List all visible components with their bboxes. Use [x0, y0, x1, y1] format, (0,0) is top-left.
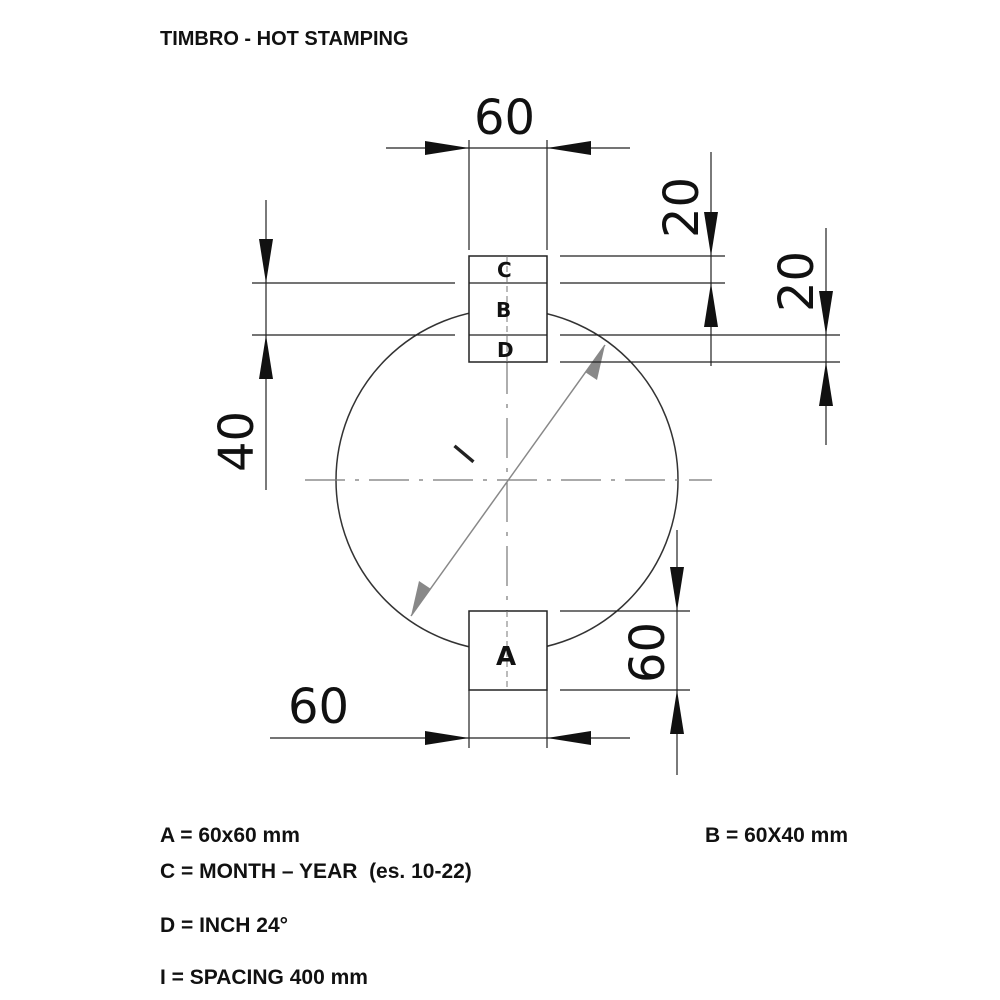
dim-label-top-height-c: 20 — [654, 176, 710, 238]
bottom-stamp-box — [469, 611, 547, 690]
top-stamp-box — [469, 256, 547, 362]
legend-b: B = 60X40 mm — [705, 824, 849, 847]
box-label-b: B — [496, 298, 512, 322]
dim-top-height-c — [560, 152, 725, 366]
dim-left-height — [209, 200, 455, 490]
dim-label-right-height-b: 20 — [769, 250, 825, 312]
legend-i: I = SPACING 400 mm — [160, 966, 368, 989]
box-label-a: A — [496, 642, 517, 672]
box-label-c: C — [497, 258, 512, 282]
dim-label-i: I — [446, 438, 484, 472]
legend-a: A = 60x60 mm — [160, 824, 300, 847]
dim-bottom-width — [270, 679, 630, 748]
dim-top-width — [386, 90, 630, 250]
legend-d: D = INCH 24° — [160, 914, 289, 937]
dim-label-bottom-height: 60 — [620, 621, 676, 683]
dim-label-bottom-width: 60 — [288, 679, 350, 735]
page-title: TIMBRO - HOT STAMPING — [160, 28, 409, 50]
legend-c: C = MONTH – YEAR (es. 10-22) — [160, 860, 472, 883]
dim-right-height-b — [560, 228, 840, 445]
dim-label-left-height: 40 — [209, 410, 265, 472]
dim-label-top-width: 60 — [474, 90, 536, 146]
box-label-d: D — [497, 338, 514, 362]
